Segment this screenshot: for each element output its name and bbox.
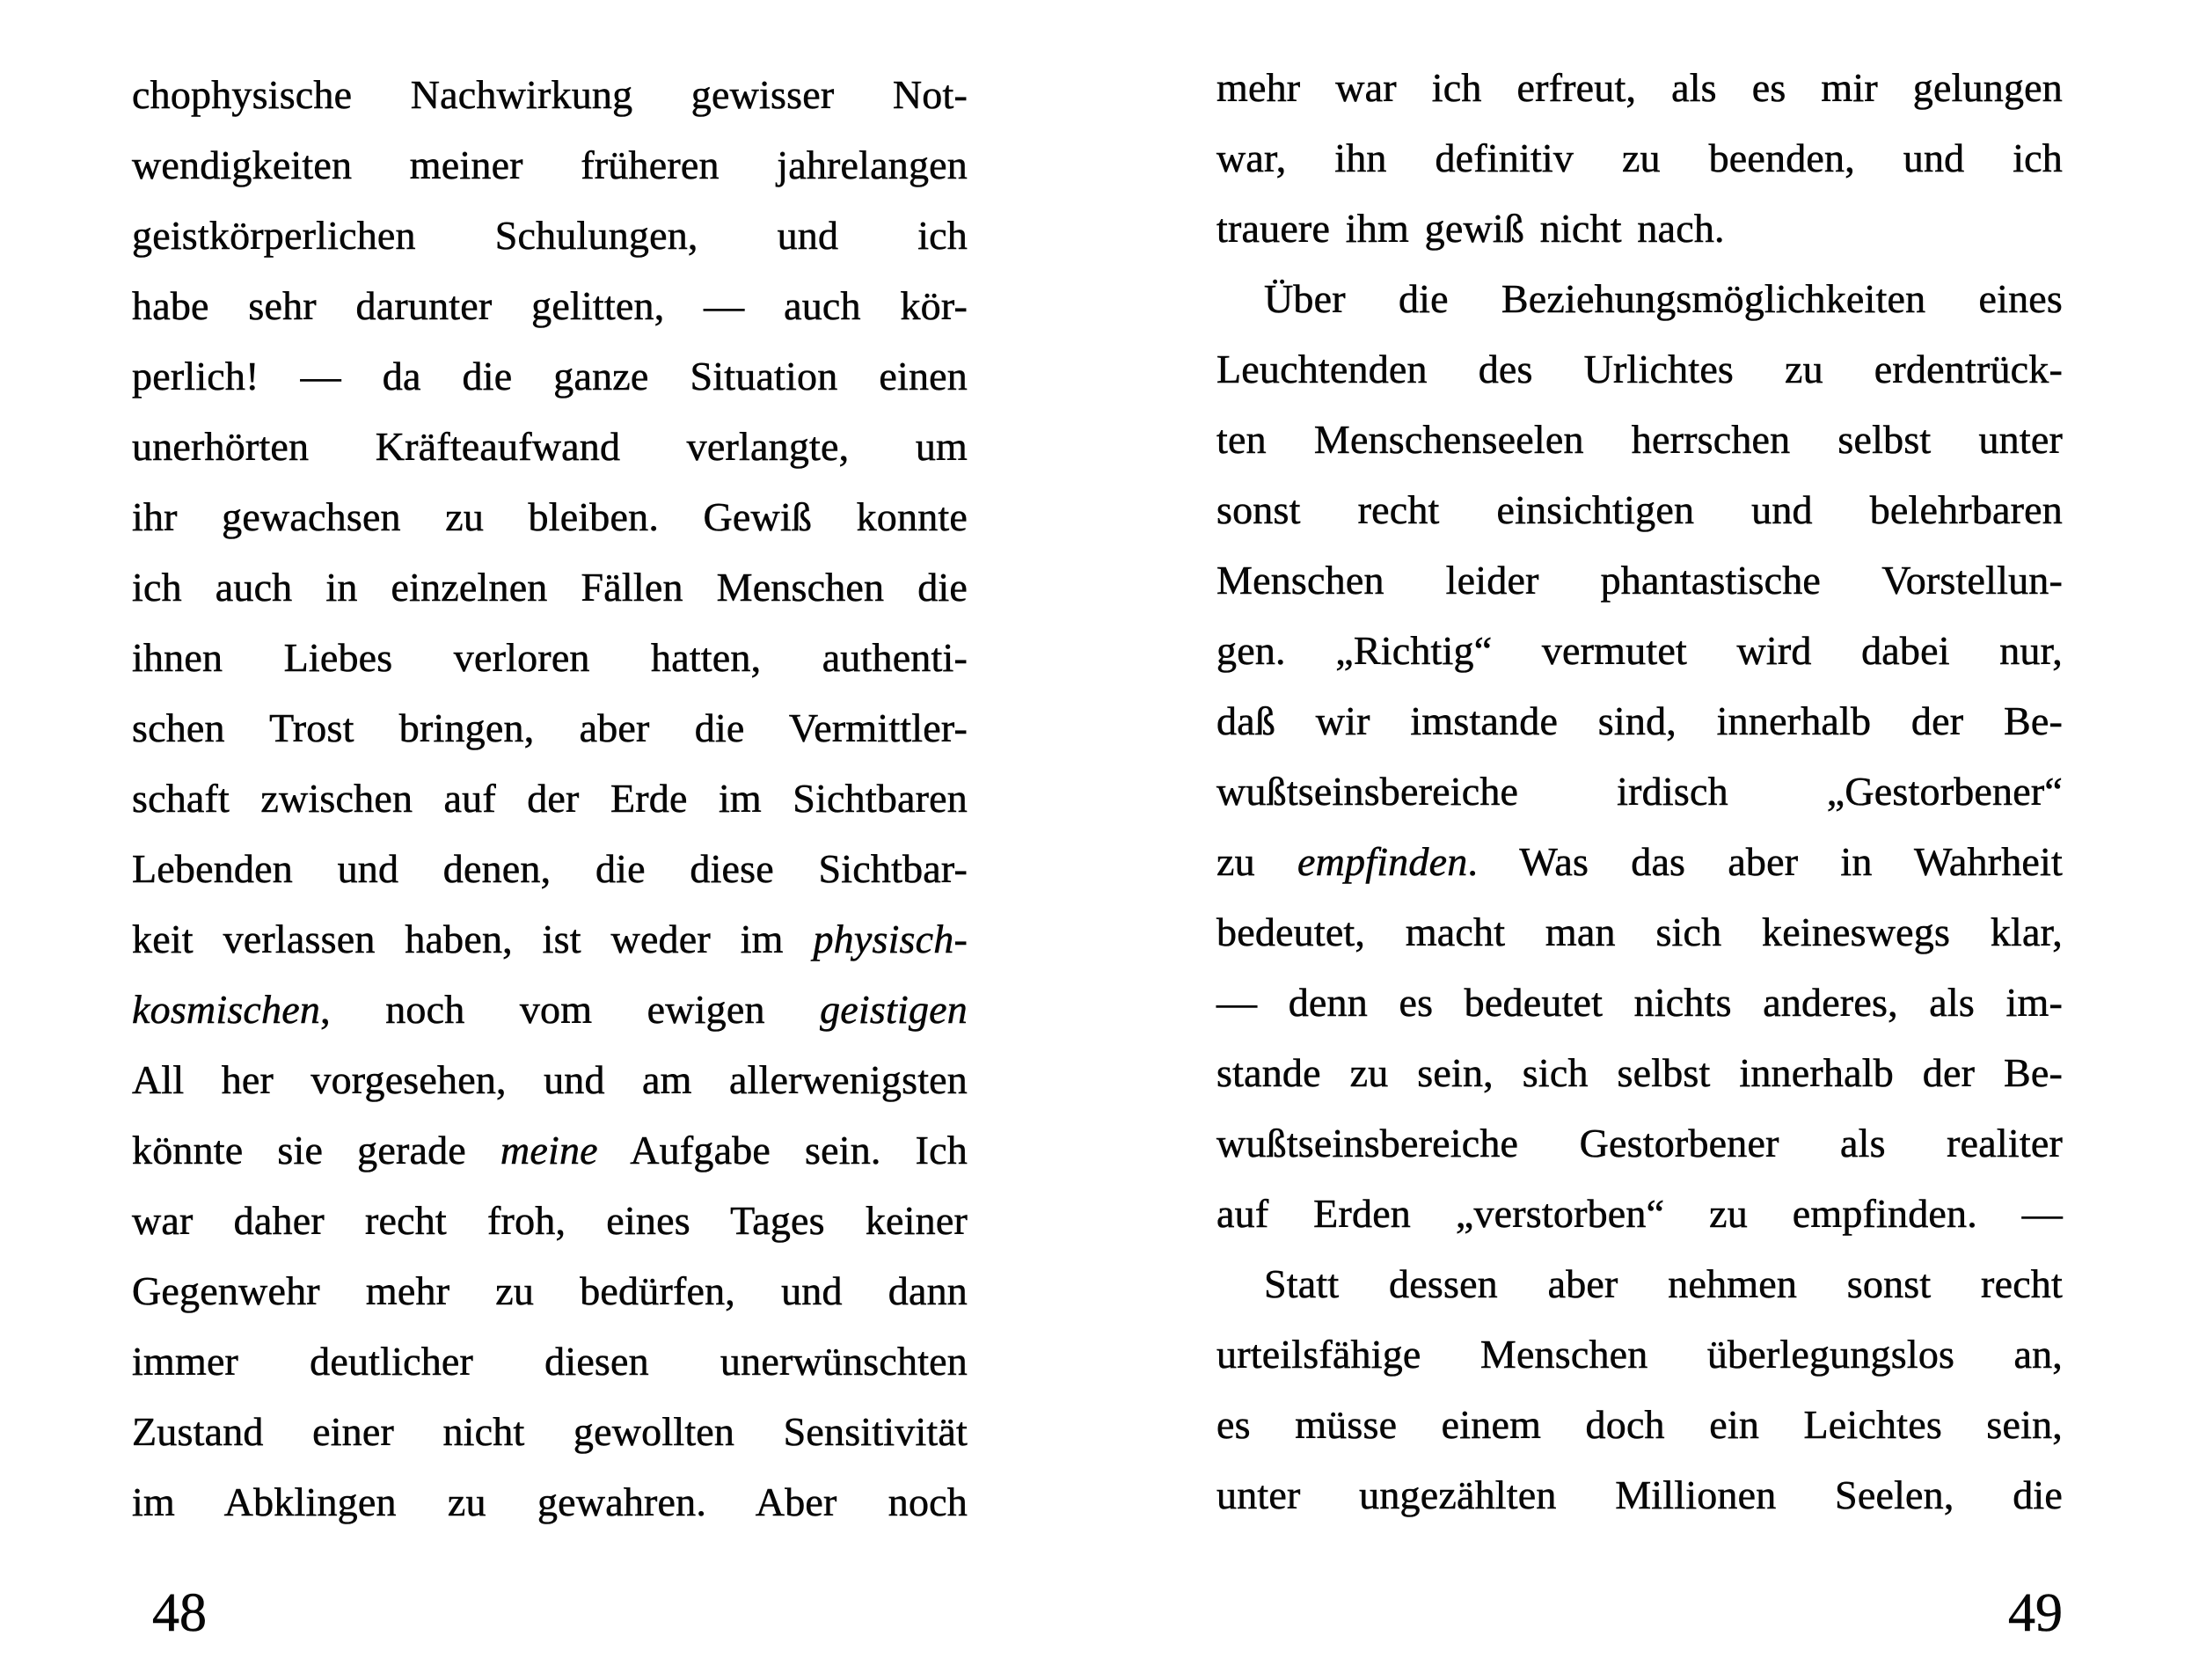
text-line (1216, 475, 2063, 545)
text-segment: ich auch in einzelnen Fällen Menschen die (132, 565, 968, 610)
text-line (1216, 53, 2063, 123)
text-segment: Lebenden und denen, die diese Sichtbar- (132, 846, 968, 891)
text-line (1216, 1390, 2063, 1460)
text-line (132, 1256, 968, 1326)
text-line (132, 1186, 968, 1256)
text-line (1216, 827, 2063, 897)
text-line (132, 412, 968, 482)
text-segment: Zustand einer nicht gewollten Sensitivität (132, 1409, 968, 1454)
text-line (132, 975, 968, 1045)
text-segment: Menschen leider phantastische Vorstellun- (1216, 558, 2063, 603)
text-segment: All her vorgesehen, und am allerwenigsten (132, 1057, 968, 1102)
text-segment: sonst recht einsichtigen und belehrbaren (1216, 487, 2063, 532)
text-line (1216, 897, 2063, 968)
text-segment: war, ihn definitiv zu beenden, und ich (1216, 135, 2063, 180)
text-line (132, 623, 968, 693)
text-line (1216, 616, 2063, 686)
text-line (1216, 756, 2063, 827)
text-segment: könnte sie gerade (132, 1128, 500, 1172)
text-line (1216, 1038, 2063, 1108)
text-line (132, 904, 968, 975)
text-line (1216, 405, 2063, 475)
text-segment: unter ungezählten Millionen Seelen, die (1216, 1472, 2063, 1517)
text-segment: im Abklingen zu gewahren. Aber noch (132, 1479, 968, 1524)
text-line (132, 341, 968, 412)
text-line (132, 60, 968, 130)
text-segment: immer deutlicher diesen unerwünschten (132, 1339, 968, 1384)
text-segment: stande zu sein, sich selbst innerhalb der Be- (1216, 1050, 2063, 1095)
italic-text-segment: geistigen (820, 987, 968, 1032)
text-line (1216, 334, 2063, 405)
text-segment: chophysische Nachwirkung gewisser Not- (132, 72, 968, 117)
text-line (132, 1045, 968, 1115)
text-segment: wendigkeiten meiner früheren jahrelangen (132, 142, 968, 187)
text-segment: ihr gewachsen zu bleiben. Gewiß konnte (132, 494, 968, 539)
text-line (132, 201, 968, 271)
text-segment: auf Erden „verstorben“ zu empfinden. — (1216, 1191, 2063, 1236)
text-line (132, 482, 968, 552)
text-line (132, 763, 968, 834)
text-line (1216, 1108, 2063, 1179)
text-segment: trauere ihm gewiß nicht nach. (1216, 206, 1725, 251)
text-line (1216, 1179, 2063, 1249)
text-segment: schen Trost bringen, aber die Vermittler- (132, 705, 968, 750)
italic-text-segment: empfinden (1297, 839, 1468, 884)
text-line (132, 552, 968, 623)
text-line (132, 834, 968, 904)
text-segment: ihnen Liebes verloren hatten, authenti- (132, 635, 968, 680)
text-line (132, 271, 968, 341)
text-line (1216, 686, 2063, 756)
text-segment: perlich! — da die ganze Situation einen (132, 354, 968, 398)
text-segment: mehr war ich erfreut, als es mir gelungen (1216, 65, 2063, 110)
text-segment: habe sehr darunter gelitten, — auch kör- (132, 283, 968, 328)
text-segment: Leuchtenden des Urlichtes zu erdentrück- (1216, 347, 2063, 391)
text-line (1216, 1460, 2063, 1530)
text-line (132, 1467, 968, 1538)
text-segment: — denn es bedeutet nichts anderes, als im- (1216, 980, 2063, 1025)
text-line (1216, 1319, 2063, 1390)
text-segment: Über die Beziehungsmöglichkeiten eines (1264, 276, 2063, 321)
text-line (132, 1397, 968, 1467)
italic-text-segment: physisch- (813, 917, 968, 961)
text-segment: bedeutet, macht man sich keineswegs klar, (1216, 909, 2063, 954)
text-segment: urteilsfähige Menschen überlegungslos an, (1216, 1332, 2063, 1377)
text-segment: daß wir imstande sind, innerhalb der Be- (1216, 698, 2063, 743)
text-segment: ten Menschenseelen herrschen selbst unter (1216, 417, 2063, 462)
page-left-text-column (132, 60, 968, 1538)
text-line (132, 1115, 968, 1186)
text-segment: Statt dessen aber nehmen sonst recht (1264, 1261, 2063, 1306)
page-number-right: 49 (2008, 1583, 2063, 1643)
text-line (1216, 1249, 2063, 1319)
text-line (1216, 194, 2063, 264)
text-segment: war daher recht froh, eines Tages keiner (132, 1198, 968, 1243)
text-segment: wußtseinsbereiche irdisch „Gestorbener“ (1216, 769, 2063, 814)
text-segment: es müsse einem doch ein Leichtes sein, (1216, 1402, 2063, 1447)
text-segment: keit verlassen haben, ist weder im (132, 917, 814, 961)
text-segment: Aufgabe sein. Ich (597, 1128, 968, 1172)
text-segment: schaft zwischen auf der Erde im Sichtbaren (132, 776, 968, 821)
text-line (132, 130, 968, 201)
text-segment: . Was das aber in Wahrheit (1467, 839, 2063, 884)
text-segment: , noch vom ewigen (320, 987, 821, 1032)
page-right-text-column (1216, 53, 2063, 1530)
text-line (1216, 123, 2063, 194)
text-segment: zu (1216, 839, 1297, 884)
text-segment: unerhörten Kräfteaufwand verlangte, um (132, 424, 968, 469)
text-line (1216, 264, 2063, 334)
text-segment: geistkörperlichen Schulungen, und ich (132, 213, 968, 258)
page-number-left: 48 (152, 1583, 207, 1643)
text-segment: wußtseinsbereiche Gestorbener als realiter (1216, 1121, 2063, 1165)
text-line (1216, 545, 2063, 616)
italic-text-segment: meine (500, 1128, 598, 1172)
text-line (132, 693, 968, 763)
text-line (1216, 968, 2063, 1038)
italic-text-segment: kosmischen (132, 987, 321, 1032)
text-segment: Gegenwehr mehr zu bedürfen, und dann (132, 1268, 968, 1313)
text-line (132, 1326, 968, 1397)
text-segment: gen. „Richtig“ vermutet wird dabei nur, (1216, 628, 2063, 673)
